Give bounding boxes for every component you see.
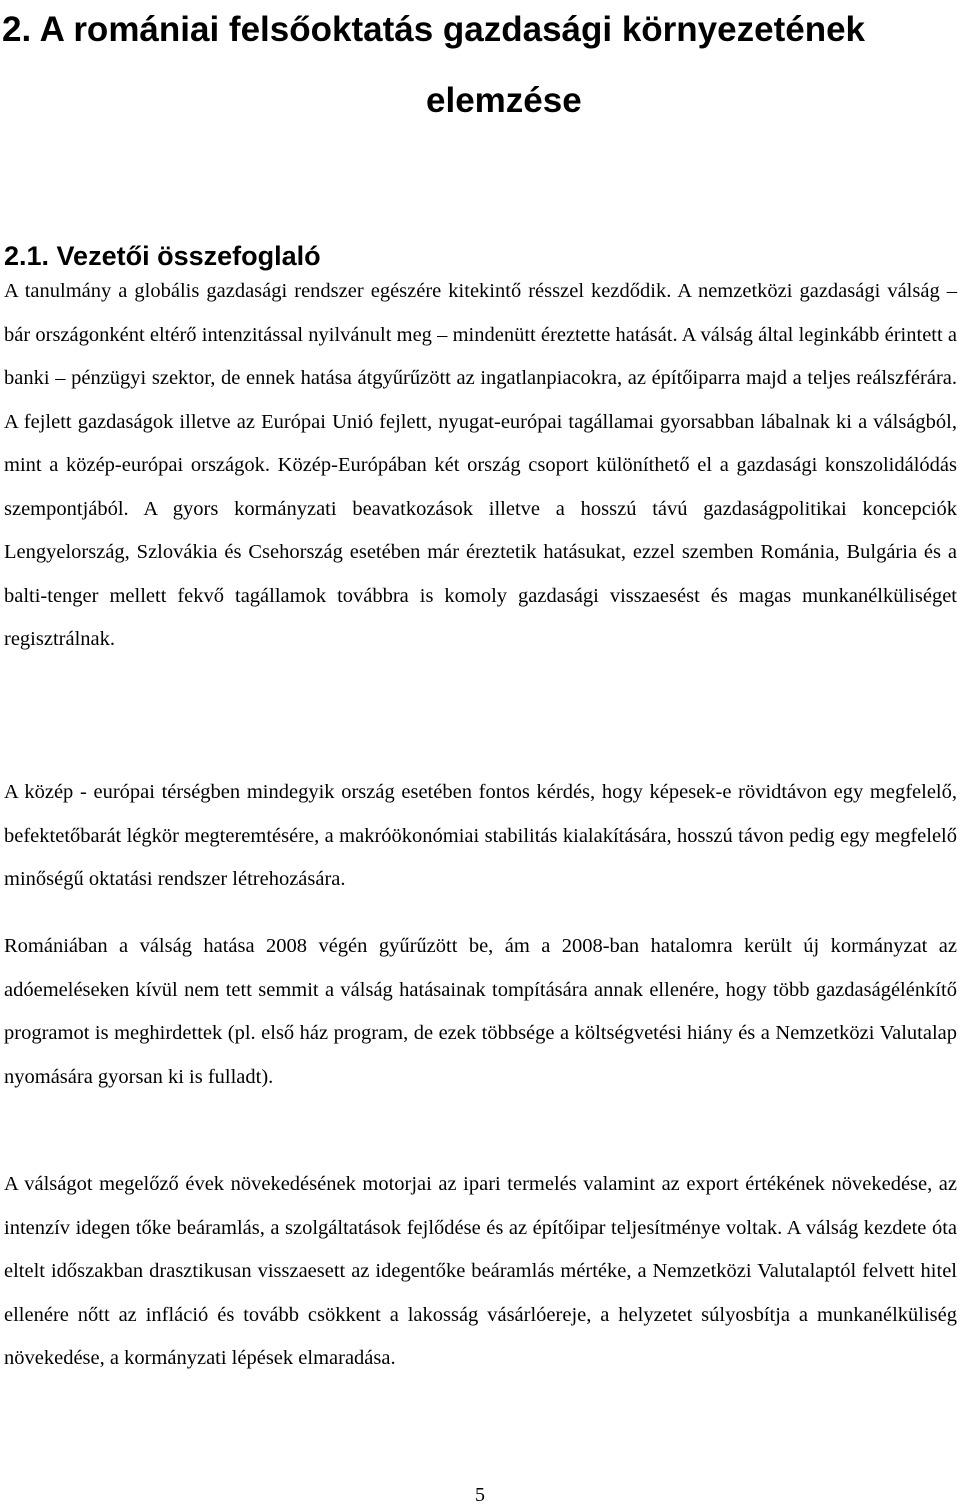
paragraph-1: A tanulmány a globális gazdasági rendszer egészére kitekintő résszel kezdődik. A nemzetközi gazdasági válság – bár országonként eltérő intenzitással nyilvánult meg – mindenütt éreztette hatását. A válság által leginkább érintett a banki – pénzügyi szektor, de ennek hatása átgyűrűzött az ingatlanpiacokra, az építőiparra majd a teljes reálszférára. A fejlett gazdaságok illetve az Európai Unió fejlett, nyugat-európai tagállamai gyorsabban lábalnak ki a válságból, mint a közép-európai országok. Közép-Európában két ország csoport különíthető el a gazdasági konszolidálódás szempontjából. A gyors kormányzati beavatkozások illetve a hosszú távú gazdaságpolitikai koncepciók Lengyelország, Szlovákia és Csehország esetében már éreztetik hatásukat, ezzel szemben Románia, Bulgária és a balti-tenger mellett fekvő tagállamok továbbra is komoly gazdasági visszaesést és magas munkanélküliséget regisztrálnak. [4, 280, 957, 650]
paragraph-4: A válságot megelőző évek növekedésének motorjai az ipari termelés valamint az export értékének növekedése, az intenzív idegen tőke beáramlás, a szolgáltatások fejlődése és az építőipar teljesítménye voltak. A válság kezdete óta eltelt időszakban drasztikusan visszaesett az idegentőke beáramlás mértéke, a Nemzetközi Valutalaptól felvett hitel ellenére nőtt az infláció és tovább csökkent a lakosság vásárlóereje, a helyzetet súlyosbítja a munkanélküliség növekedése, a kormányzati lépések elmaradása. [4, 1173, 957, 1369]
section-title: 2.1. Vezetői összefoglaló [4, 241, 321, 271]
page-number: 5 [475, 1484, 485, 1506]
chapter-title [0, 0, 960, 136]
paragraph-3: Romániában a válság hatása 2008 végén gyűrűzött be, ám a 2008-ban hatalomra került új kormányzat az adóemeléseken kívül nem tett semmit a válság hatásainak tompítására annak ellenére, hogy több gazdaságélénkítő programot is meghirdettek (pl. első ház program, de ezek többsége a költségvetési hiány és a Nemzetközi Valutalap nyomására gyorsan ki is fulladt). [4, 935, 957, 1088]
paragraph-2: A közép - európai térségben mindegyik ország esetében fontos kérdés, hogy képesek-e rövidtávon egy megfelelő, befektetőbarát légkör megteremtésére, a makróökonómiai stabilitás kialakítására, hosszú távon pedig egy megfelelő minőségű oktatási rendszer létrehozására. [4, 781, 957, 890]
chapter-title-line-1: 2. A romániai felsőoktatás gazdasági környezetének [2, 10, 866, 49]
chapter-title-line-2: elemzése [426, 81, 582, 120]
